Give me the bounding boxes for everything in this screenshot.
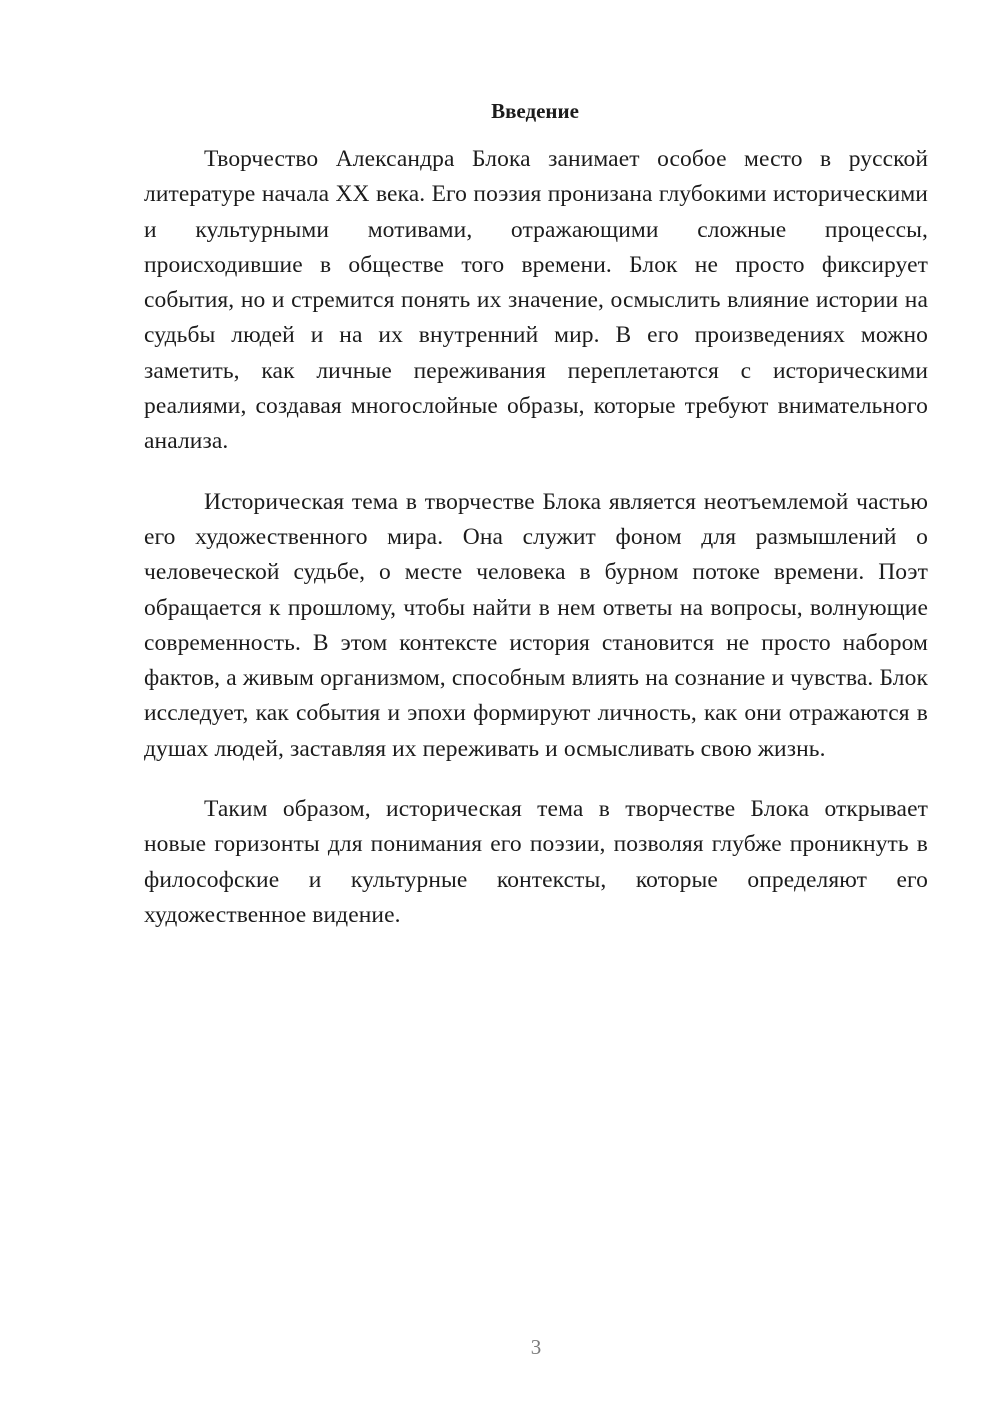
paragraph-3: Таким образом, историческая тема в творчестве Блока открывает новые горизонты для понимания его поэзии, позволяя глубже проникнуть в философские и культурные контексты, которые определяют его художественное видение. xyxy=(144,796,928,928)
page-number: 3 xyxy=(530,1335,542,1359)
document-body xyxy=(144,142,928,958)
section-heading: Введение xyxy=(491,99,579,123)
paragraph-1: Творчество Александра Блока занимает особое место в русской литературе начала XX века. Его поэзия пронизана глубокими историческими и культурными мотивами, отражающими сложные процессы, происходившие в обществе того времени. Блок не просто фиксирует события, но и стремится понять их значение, осмыслить влияние истории на судьбы людей и на их внутренний мир. В его произведениях можно заметить, как личные переживания переплетаются с историческими реалиями, создавая многослойные образы, которые требуют внимательного анализа. xyxy=(144,146,928,455)
paragraph-2: Историческая тема в творчестве Блока является неотъемлемой частью его художественного мира. Она служит фоном для размышлений о человеческой судьбе, о месте человека в бурном потоке времени. Поэт обращается к прошлому, чтобы найти в нем ответы на вопросы, волнующие современность. В этом контексте история становится не просто набором фактов, а живым организмом, способным влиять на сознание и чувства. Блок исследует, как события и эпохи формируют личность, как они отражаются в душах людей, заставляя их переживать и осмысливать свою жизнь. xyxy=(144,488,928,762)
